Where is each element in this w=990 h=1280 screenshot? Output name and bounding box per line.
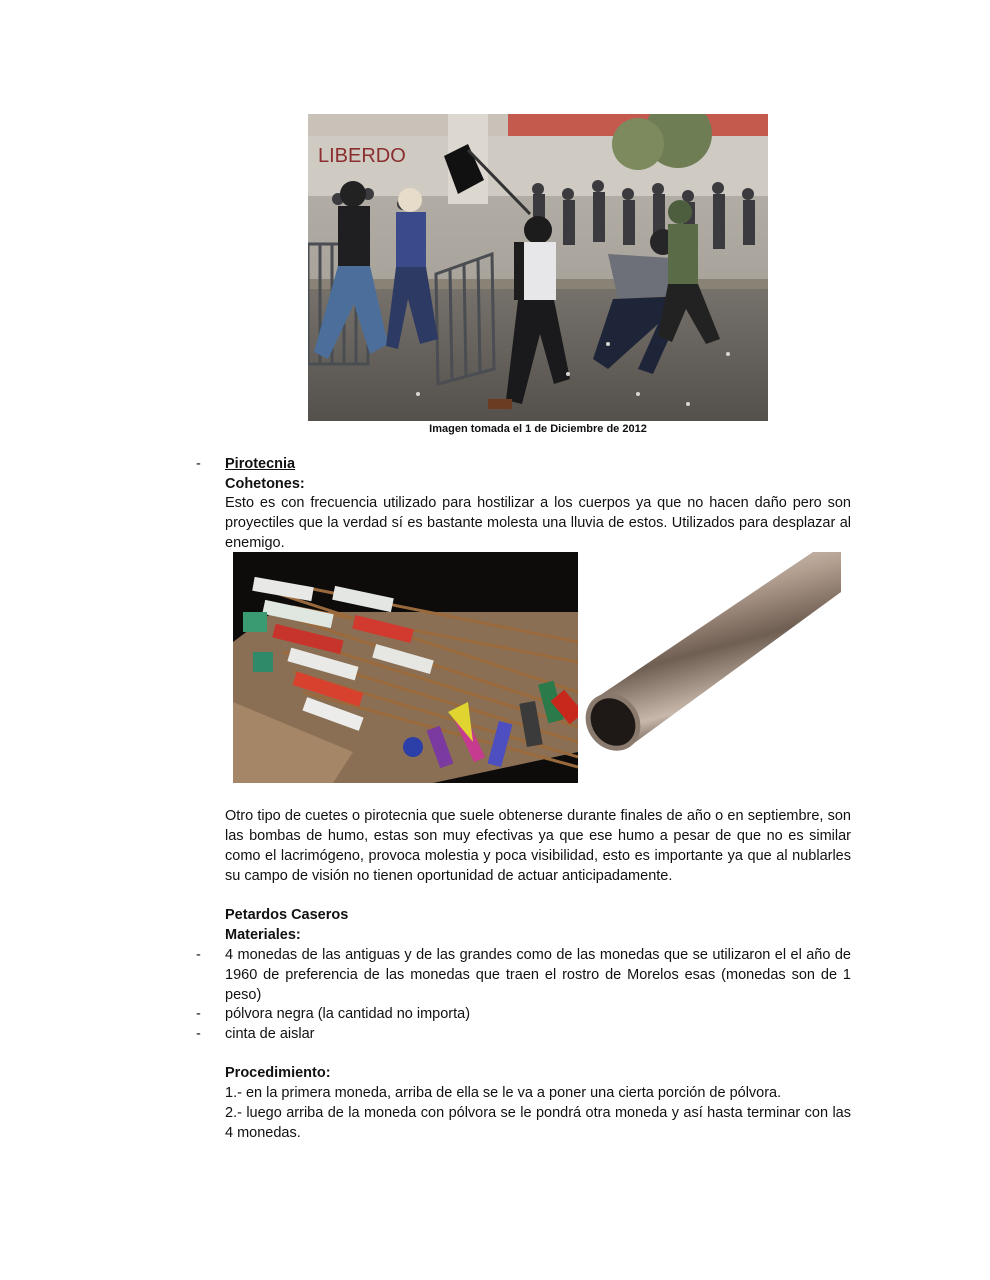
subheading-cohetones: Cohetones: [225,476,305,492]
protest-photo [308,114,768,421]
list-bullet: - [196,456,201,472]
svg-text:LIBERDO: LIBERDO [318,145,406,167]
materials-item: cinta de aislar [225,1026,315,1042]
cohetones-paragraph: Esto es con frecuencia utilizado para hostilizar a los cuerpos ya que no hacen daño pero son proyectiles que la verdad sí es bastante molesta una lluvia de estos. Utilizados para desplazar al enemigo. [225,495,851,551]
rockets-photo [233,552,578,783]
smoke-bombs-paragraph: Otro tipo de cuetes o pirotecnia que suele obtenerse durante finales de año o en septiembre, son las bombas de humo, estas son muy efectivas ya que ese humo a pesar de que no es similar como el lacrimógeno, provoca molestia y poca visibilidad, esto es importante ya que al nublarles su campo de visión no tienen oportunidad de actuar anticipadamente. [225,808,851,884]
list-bullet: - [196,1006,201,1022]
image-caption: Imagen tomada el 1 de Diciembre de 2012 [429,423,647,435]
materials-item: 4 monedas de las antiguas y de las grandes como de las monedas que se utilizaron el el año de 1960 de preferencia de las monedas que traen el rostro de Morelos esas (monedas son de 1 peso) [225,947,851,1003]
section-heading-pirotecnia: Pirotecnia [225,456,296,472]
list-bullet: - [196,1026,201,1042]
materials-label: Materiales: [225,927,301,943]
list-bullet: - [196,947,201,963]
materials-item: pólvora negra (la cantidad no importa) [225,1006,471,1022]
procedure-step: 1.- en la primera moneda, arriba de ella se le va a poner una cierta porción de pólvora. [225,1085,782,1101]
metal-tube-photo [585,552,841,752]
procedure-label: Procedimiento: [225,1065,331,1081]
procedure-step: 2.- luego arriba de la moneda con pólvora se le pondrá otra moneda y así hasta terminar con las 4 monedas. [225,1105,851,1141]
section-heading-petardos: Petardos Caseros [225,907,349,923]
